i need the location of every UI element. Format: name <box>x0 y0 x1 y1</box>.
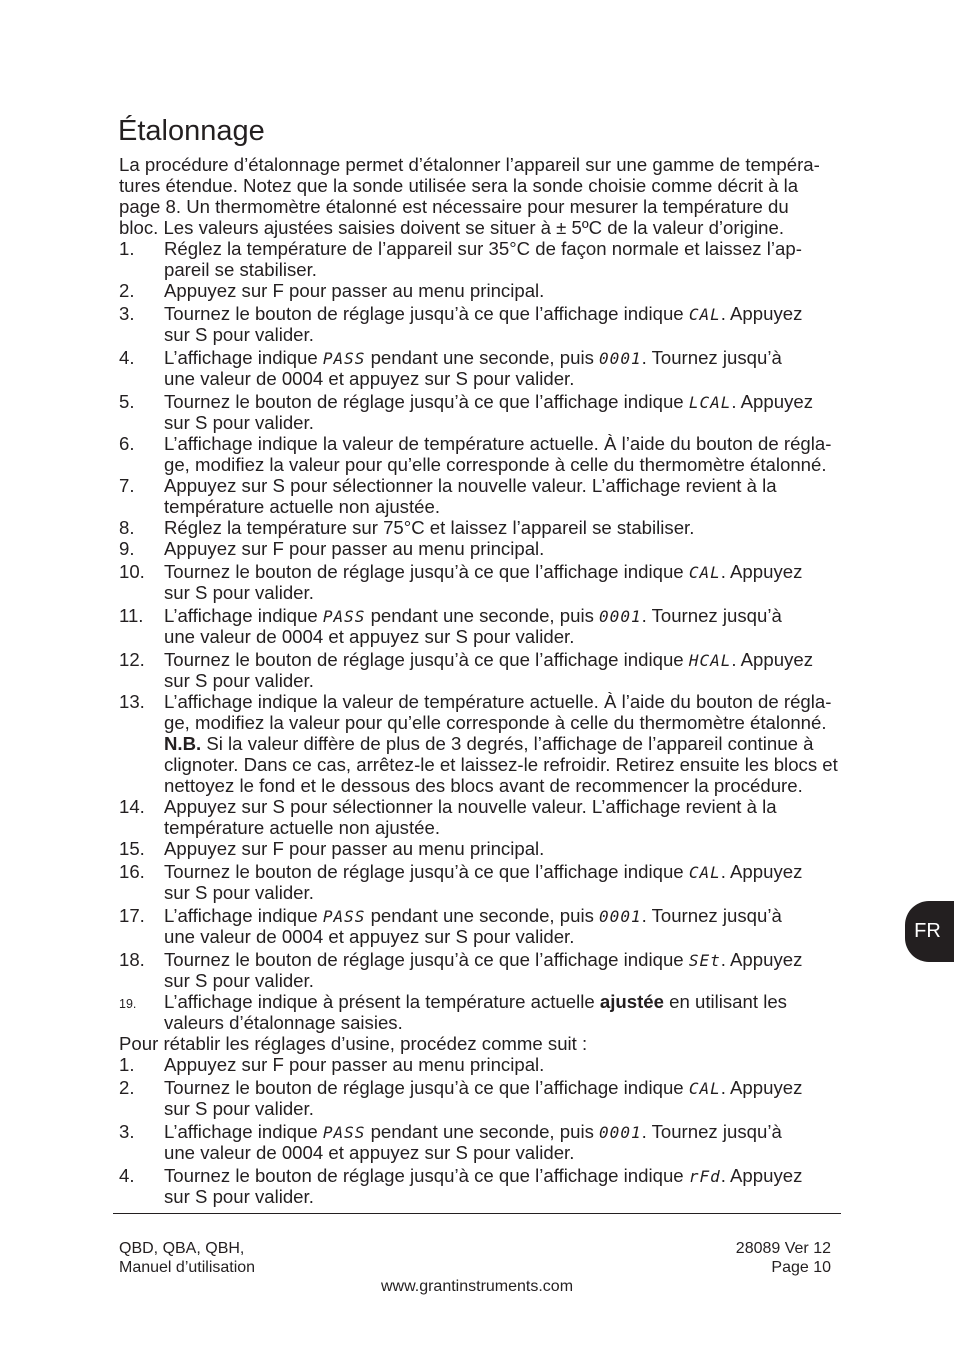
step-text: Tournez le bouton de réglage jusqu’à ce que l’affichage indique <box>164 649 689 670</box>
step-line <box>164 733 859 754</box>
bold-text: ajustée <box>599 991 664 1012</box>
step-text: L’affichage indique <box>164 1121 323 1142</box>
step-text: L’affichage indique à présent la température actuelle <box>164 991 600 1012</box>
step-line <box>164 905 859 926</box>
step-line <box>164 1165 859 1186</box>
step-text: . Appuyez <box>731 391 814 412</box>
display-code: PASS <box>322 607 366 626</box>
display-code: HCAL <box>688 651 732 670</box>
step-line: ge, modifiez la valeur pour qu’elle corresponde à celle du thermomètre étalonné. <box>164 712 827 733</box>
display-code: PASS <box>322 907 366 926</box>
step-line: température actuelle non ajustée. <box>164 496 440 517</box>
step-number: 14. <box>119 796 145 817</box>
step-number: 4. <box>119 1165 135 1186</box>
step-line <box>164 561 859 582</box>
footer-models: QBD, QBA, QBH, <box>119 1240 245 1257</box>
step-line: sur S pour valider. <box>164 582 314 603</box>
display-code: PASS <box>322 349 366 368</box>
step-number: 12. <box>119 649 145 670</box>
step-text: . Appuyez <box>720 1165 803 1186</box>
step-line: Appuyez sur F pour passer au menu principal. <box>164 838 545 859</box>
step-text: . Tournez jusqu’à <box>641 905 782 926</box>
step-text: Tournez le bouton de réglage jusqu’à ce que l’affichage indique <box>164 1077 689 1098</box>
step-number: 15. <box>119 838 145 859</box>
reset-step-1 <box>119 1054 859 1075</box>
reset-step-2 <box>119 1077 859 1119</box>
calibration-step-7 <box>119 475 859 517</box>
step-text: en utilisant les <box>663 991 787 1012</box>
step-line: une valeur de 0004 et appuyez sur S pour valider. <box>164 926 575 947</box>
display-code: 0001 <box>599 349 642 368</box>
step-line: une valeur de 0004 et appuyez sur S pour valider. <box>164 368 575 389</box>
display-code: 0001 <box>599 607 642 626</box>
step-text: Tournez le bouton de réglage jusqu’à ce que l’affichage indique <box>164 949 689 970</box>
step-text: Tournez le bouton de réglage jusqu’à ce que l’affichage indique <box>164 1165 689 1186</box>
display-code: 0001 <box>599 1123 642 1142</box>
calibration-step-2 <box>119 280 859 301</box>
step-number: 6. <box>119 433 135 454</box>
calibration-step-6 <box>119 433 859 475</box>
step-line <box>164 1121 859 1142</box>
step-line <box>164 1077 859 1098</box>
step-number: 3. <box>119 1121 135 1142</box>
page-title: Étalonnage <box>118 115 265 147</box>
step-text: pendant une seconde, puis <box>365 605 600 626</box>
step-number: 16. <box>119 861 145 882</box>
step-number: 17. <box>119 905 145 926</box>
step-text: . Tournez jusqu’à <box>641 347 782 368</box>
step-line: Appuyez sur S pour sélectionner la nouvelle valeur. L’affichage revient à la <box>164 475 777 496</box>
calibration-step-12 <box>119 649 859 691</box>
step-text: L’affichage indique <box>164 605 323 626</box>
step-number: 8. <box>119 517 135 538</box>
step-line <box>164 861 859 882</box>
display-code: CAL <box>688 563 721 582</box>
calibration-step-17 <box>119 905 859 947</box>
calibration-step-4 <box>119 347 859 389</box>
intro-line: La procédure d’étalonnage permet d’étalonner l’appareil sur une gamme de tempéra- <box>119 154 820 175</box>
step-line <box>164 303 859 324</box>
calibration-step-1 <box>119 238 859 280</box>
step-number: 5. <box>119 391 135 412</box>
step-text: L’affichage indique <box>164 347 323 368</box>
step-number: 9. <box>119 538 135 559</box>
calibration-step-11 <box>119 605 859 647</box>
step-line: Appuyez sur F pour passer au menu principal. <box>164 538 545 559</box>
reset-step-3 <box>119 1121 859 1163</box>
language-tab <box>905 901 954 962</box>
step-line: clignoter. Dans ce cas, arrêtez-le et laissez-le refroidir. Retirez ensuite les blocs et <box>164 754 838 775</box>
step-number: 2. <box>119 280 135 301</box>
step-line: ge, modifiez la valeur pour qu’elle corresponde à celle du thermomètre étalonné. <box>164 454 827 475</box>
step-line: sur S pour valider. <box>164 412 314 433</box>
language-tab-label: FR <box>914 920 941 942</box>
step-number: 4. <box>119 347 135 368</box>
step-line: Réglez la température sur 75°C et laissez l’appareil se stabiliser. <box>164 517 695 538</box>
calibration-step-16 <box>119 861 859 903</box>
step-line: Appuyez sur F pour passer au menu principal. <box>164 1054 545 1075</box>
calibration-steps <box>119 238 859 1033</box>
display-code: PASS <box>322 1123 366 1142</box>
step-text: . Appuyez <box>720 949 803 970</box>
step-text: . Appuyez <box>720 303 803 324</box>
display-code: CAL <box>688 863 721 882</box>
footer-divider <box>113 1213 841 1214</box>
footer-right <box>736 1239 831 1277</box>
step-line: sur S pour valider. <box>164 324 314 345</box>
calibration-step-14 <box>119 796 859 838</box>
step-line: Réglez la température de l’appareil sur 35°C de façon normale et laissez l’ap- <box>164 238 802 259</box>
calibration-step-15 <box>119 838 859 859</box>
step-text: pendant une seconde, puis <box>365 347 600 368</box>
step-text: . Appuyez <box>720 1077 803 1098</box>
footer-left <box>119 1239 255 1277</box>
display-code: rFd <box>688 1167 721 1186</box>
display-code: 0001 <box>599 907 642 926</box>
step-line: sur S pour valider. <box>164 1186 314 1207</box>
step-text: . Tournez jusqu’à <box>641 605 782 626</box>
step-line <box>164 605 859 626</box>
step-text: L’affichage indique <box>164 905 323 926</box>
step-number <box>119 991 136 1012</box>
intro-line: tures étendue. Notez que la sonde utilisée sera la sonde choisie comme décrit à la <box>119 175 799 196</box>
step-line <box>164 347 859 368</box>
calibration-step-18 <box>119 949 859 991</box>
step-text: Tournez le bouton de réglage jusqu’à ce que l’affichage indique <box>164 561 689 582</box>
calibration-step-19 <box>119 991 859 1033</box>
step-line <box>164 391 859 412</box>
step-text: . Tournez jusqu’à <box>641 1121 782 1142</box>
step-line <box>164 649 859 670</box>
step-number: 7. <box>119 475 135 496</box>
note-label: N.B. <box>164 733 202 754</box>
calibration-step-8 <box>119 517 859 538</box>
step-line: sur S pour valider. <box>164 670 314 691</box>
step-line: L’affichage indique la valeur de température actuelle. À l’aide du bouton de régla- <box>164 433 832 454</box>
footer-manual-title: Manuel d’utilisation <box>119 1259 256 1276</box>
step-number: 18. <box>119 949 145 970</box>
step-line: valeurs d’étalonnage saisies. <box>164 1012 403 1033</box>
step-number: 11. <box>119 605 144 626</box>
page-body <box>119 154 859 1207</box>
step-number: 1. <box>119 238 135 259</box>
step-line: L’affichage indique la valeur de température actuelle. À l’aide du bouton de régla- <box>164 691 832 712</box>
calibration-step-10 <box>119 561 859 603</box>
step-text: Si la valeur diffère de plus de 3 degrés, l’affichage de l’appareil continue à <box>201 733 814 754</box>
step-line: une valeur de 0004 et appuyez sur S pour valider. <box>164 1142 575 1163</box>
calibration-step-3 <box>119 303 859 345</box>
step-line: température actuelle non ajustée. <box>164 817 440 838</box>
step-number: 1. <box>119 1054 135 1075</box>
step-line <box>164 949 859 970</box>
step-line: sur S pour valider. <box>164 882 314 903</box>
display-code: CAL <box>688 305 721 324</box>
step-text: Tournez le bouton de réglage jusqu’à ce que l’affichage indique <box>164 861 689 882</box>
step-number: 10. <box>119 561 145 582</box>
step-text: Tournez le bouton de réglage jusqu’à ce que l’affichage indique <box>164 391 689 412</box>
step-text: . Appuyez <box>720 561 803 582</box>
step-text: . Appuyez <box>731 649 814 670</box>
display-code: CAL <box>688 1079 721 1098</box>
intro-line: page 8. Un thermomètre étalonné est nécessaire pour mesurer la température du <box>119 196 789 217</box>
step-number: 2. <box>119 1077 135 1098</box>
display-code: SEt <box>688 951 721 970</box>
factory-reset-steps <box>119 1054 859 1207</box>
step-line: Appuyez sur F pour passer au menu principal. <box>164 280 545 301</box>
step-line: une valeur de 0004 et appuyez sur S pour valider. <box>164 626 575 647</box>
step-text: pendant une seconde, puis <box>365 1121 600 1142</box>
step-line: Appuyez sur S pour sélectionner la nouvelle valeur. L’affichage revient à la <box>164 796 777 817</box>
step-text: Tournez le bouton de réglage jusqu’à ce que l’affichage indique <box>164 303 689 324</box>
step-line: sur S pour valider. <box>164 1098 314 1119</box>
footer-page-number: Page 10 <box>771 1259 831 1276</box>
step-line: sur S pour valider. <box>164 970 314 991</box>
step-number: 13. <box>119 691 145 712</box>
footer-doc-ref: 28089 Ver 12 <box>735 1240 831 1257</box>
reset-step-4 <box>119 1165 859 1207</box>
intro-paragraph <box>119 154 859 238</box>
calibration-step-13 <box>119 691 859 796</box>
calibration-step-9 <box>119 538 859 559</box>
display-code: LCAL <box>688 393 732 412</box>
step-line: nettoyez le fond et le dessous des blocs avant de recommencer la procédure. <box>164 775 803 796</box>
step-line <box>164 991 859 1012</box>
intro-line: bloc. Les valeurs ajustées saisies doivent se situer à ± 5ºC de la valeur d’origine. <box>119 217 785 238</box>
step-text: pendant une seconde, puis <box>365 905 600 926</box>
reset-intro: Pour rétablir les réglages d’usine, procédez comme suit : <box>119 1033 588 1054</box>
step-number: 3. <box>119 303 135 324</box>
step-line: pareil se stabiliser. <box>164 259 317 280</box>
step-number-text: 19. <box>119 997 137 1011</box>
step-text: . Appuyez <box>720 861 803 882</box>
calibration-step-5 <box>119 391 859 433</box>
footer-website: www.grantinstruments.com <box>380 1278 574 1295</box>
